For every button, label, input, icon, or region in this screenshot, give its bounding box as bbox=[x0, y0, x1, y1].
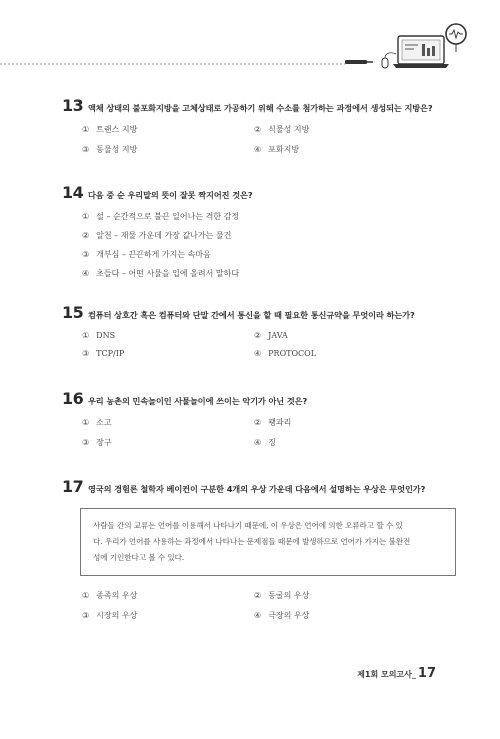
option-4[interactable]: ④ 징 bbox=[254, 438, 276, 447]
options-list bbox=[82, 417, 452, 448]
question-text: 영국의 경험론 철학자 베이컨이 구분한 4개의 우상 가운데 다음에서 설명하는 우상은 무엇인가? bbox=[88, 484, 426, 494]
question-text: 액체 상태의 불포화지방을 고체상태로 가공하기 위해 수소를 첨가하는 과정에서 생성되는 지방은? bbox=[88, 103, 433, 113]
question-number: 13 bbox=[62, 96, 84, 115]
option-2[interactable]: ② 꽹과리 bbox=[254, 418, 292, 427]
passage-line: 성에 기인한다고 볼 수 있다. bbox=[93, 553, 185, 562]
option-3[interactable]: ③ TCP/IP bbox=[82, 349, 125, 358]
question-17 bbox=[62, 477, 452, 621]
options-list bbox=[82, 331, 452, 358]
clock-icon bbox=[446, 24, 466, 52]
question-16 bbox=[62, 389, 452, 448]
option-3[interactable]: ③ 시장의 우상 bbox=[82, 611, 138, 620]
option-2[interactable]: ② 동굴의 우상 bbox=[254, 591, 310, 600]
question-15 bbox=[62, 303, 452, 358]
question-number: 14 bbox=[62, 183, 84, 202]
option-3[interactable]: ③ 개부심 – 끈끈하게 가지는 속마음 bbox=[82, 250, 211, 259]
option-3[interactable]: ③ 동물성 지방 bbox=[82, 145, 138, 154]
option-4[interactable]: ④ PROTOCOL bbox=[254, 349, 317, 358]
options-list bbox=[82, 124, 452, 155]
options-list bbox=[82, 590, 452, 621]
question-number: 16 bbox=[62, 389, 84, 408]
question-text: 컴퓨터 상호간 혹은 컴퓨터와 단말 간에서 통신을 할 때 필요한 통신규약을 무엇이라 하는가? bbox=[88, 310, 415, 320]
laptop-icon bbox=[393, 36, 449, 68]
option-1[interactable]: ① 소고 bbox=[82, 418, 112, 427]
passage-line: 다. 우리가 언어를 사용하는 과정에서 나타나는 문제점들 때문에 발생하므로 언어가 가지는 불완전 bbox=[93, 537, 411, 546]
header-illustration bbox=[0, 0, 500, 80]
option-2[interactable]: ② 식물성 지방 bbox=[254, 125, 310, 134]
option-4[interactable]: ④ 포화지방 bbox=[254, 145, 300, 154]
question-text: 다음 중 순 우리말의 뜻이 잘못 짝지어진 것은? bbox=[88, 190, 253, 200]
passage-box bbox=[80, 508, 456, 576]
page-footer bbox=[357, 666, 436, 681]
question-13 bbox=[62, 96, 452, 155]
page-number: 17 bbox=[417, 666, 436, 681]
question-14 bbox=[62, 183, 452, 279]
question-text: 우리 농촌의 민속놀이인 사물놀이에 쓰이는 악기가 아닌 것은? bbox=[88, 396, 308, 406]
option-3[interactable]: ③ 장구 bbox=[82, 438, 112, 447]
option-1[interactable]: ① 종족의 우상 bbox=[82, 591, 138, 600]
question-number: 17 bbox=[62, 477, 84, 496]
option-4[interactable]: ④ 초들다 – 어떤 사물을 입에 올려서 말하다 bbox=[82, 269, 240, 278]
footer-label: 제1회 모의고사_ bbox=[357, 670, 416, 679]
options-list bbox=[82, 211, 452, 279]
option-4[interactable]: ④ 극장의 우상 bbox=[254, 611, 310, 620]
option-2[interactable]: ② 알천 – 재물 가운데 가장 값나가는 물건 bbox=[82, 231, 232, 240]
passage-line: 사람들 간의 교류는 언어를 이용해서 나타나기 때문에, 이 우상은 언어에 의한 오류라고 할 수 있 bbox=[93, 521, 403, 530]
option-1[interactable]: ① DNS bbox=[82, 331, 116, 340]
question-number: 15 bbox=[62, 303, 84, 322]
mouse-icon bbox=[382, 53, 396, 68]
option-2[interactable]: ② JAVA bbox=[254, 331, 288, 340]
option-1[interactable]: ① 트랜스 지방 bbox=[82, 125, 138, 134]
pen-icon bbox=[345, 60, 373, 64]
option-1[interactable]: ① 설 – 순간적으로 불끈 일어나는 격한 감정 bbox=[82, 212, 240, 221]
